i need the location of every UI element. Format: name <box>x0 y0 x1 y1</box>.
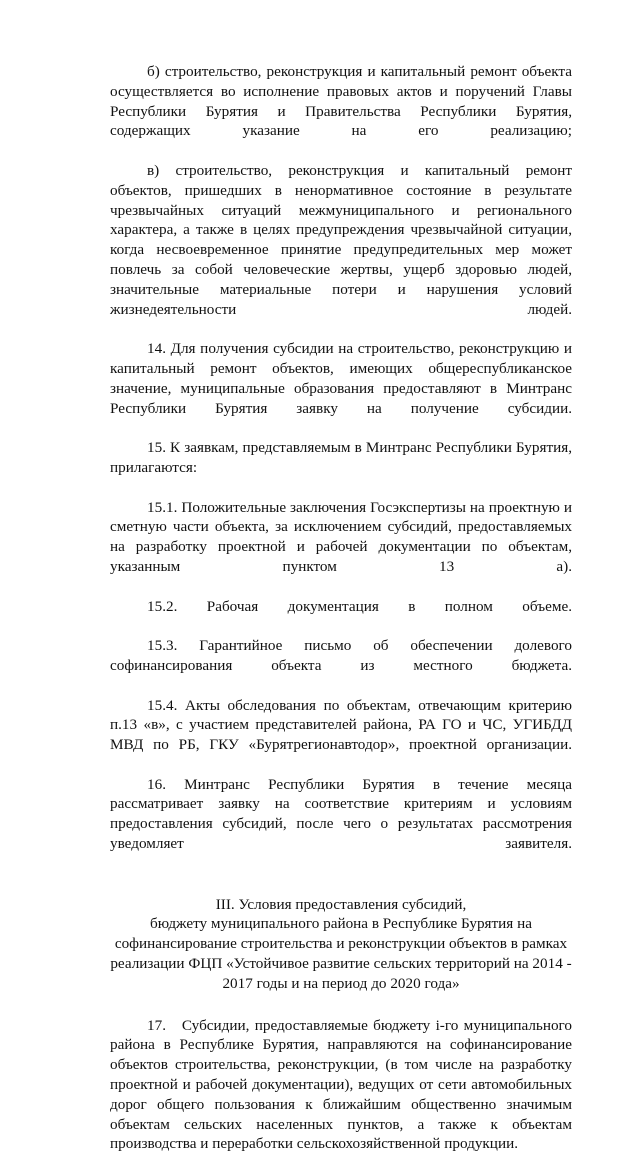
paragraph-14: 14. Для получения субсидии на строительство, реконструкцию и капитальный ремонт объектов, имеющих общереспубликанское значение, муниципальные образования предоставляют в Минтранс Республики Бурятия заявку на получение субсидии. <box>110 340 572 417</box>
section-heading-line: 2017 годы и на период до 2020 года» <box>222 974 460 992</box>
paragraph-17: 17. Субсидии, предоставляемые бюджету i-го муниципального района в Республике Бурятия, направляются на софинансирование объектов строительства, реконструкции, (в том числе на разработку проектной и рабочей документации), ведущих от сети автомобильных дорог общего пользования к ближайшим общественно значимым объектам сельских населенных пунктов, а также к объектам производства и переработки сельскохозяйственной продукции. <box>110 1016 576 1153</box>
paragraph-15: 15. К заявкам, представляемым в Минтранс Республики Бурятия, прилагаются: <box>110 439 572 476</box>
section-heading-line: реализации ФЦП «Устойчивое развитие сельских территорий на 2014 - <box>110 955 572 973</box>
spacer <box>110 994 572 1016</box>
paragraph-13b: б) строительство, реконструкция и капитальный ремонт объекта осуществляется во исполнение правовых актов и поручений Главы Республики Бурятия и Правительства Республики Бурятия, содержащих указание на его реализацию; <box>110 63 572 140</box>
paragraph-15-1: 15.1. Положительные заключения Госэкспертизы на проектную и сметную части объекта, за исключением субсидий, предоставляемых на разработку проектной и рабочей документации по объектам, указанным пунктом 13 а). <box>110 498 572 575</box>
section-heading-line: бюджету муниципального района в Республике Бурятия на <box>150 915 532 933</box>
paragraph-13v: в) строительство, реконструкция и капитальный ремонт объектов, пришедших в ненормативное состояние в результате чрезвычайных ситуаций межмуниципального и регионального характера, а также в целях предупреждения чрезвычайной ситуации, когда несвоевременное принятие предупредительных мер может повлечь за собой человеческие жертвы, ущерб здоровью людей, значительные материальные потери и нарушения условий жизнедеятельности людей. <box>110 161 572 318</box>
section-heading <box>110 895 572 994</box>
paragraph-15-4: 15.4. Акты обследования по объектам, отвечающим критерию п.13 «в», с участием представителей района, РА ГО и ЧС, УГИБДД МВД по РБ, ГКУ «Бурятрегионавтодор», проектной организации. <box>110 696 572 754</box>
section-heading-line: III. Условия предоставления субсидий, <box>215 895 467 913</box>
document-page <box>110 62 576 1154</box>
paragraph-15-2: 15.2. Рабочая документация в полном объеме. <box>147 597 572 615</box>
paragraph-15-3: 15.3. Гарантийное письмо об обеспечении долевого софинансирования объекта из местного бюджета. <box>110 637 572 674</box>
paragraph-16: 16. Минтранс Республики Бурятия в течение месяца рассматривает заявку на соответствие критериям и условиям предоставления субсидий, после чего о результатах рассмотрения уведомляет заявителя. <box>110 775 572 853</box>
section-heading-line: софинансирование строительства и реконструкции объектов в рамках <box>114 935 568 953</box>
